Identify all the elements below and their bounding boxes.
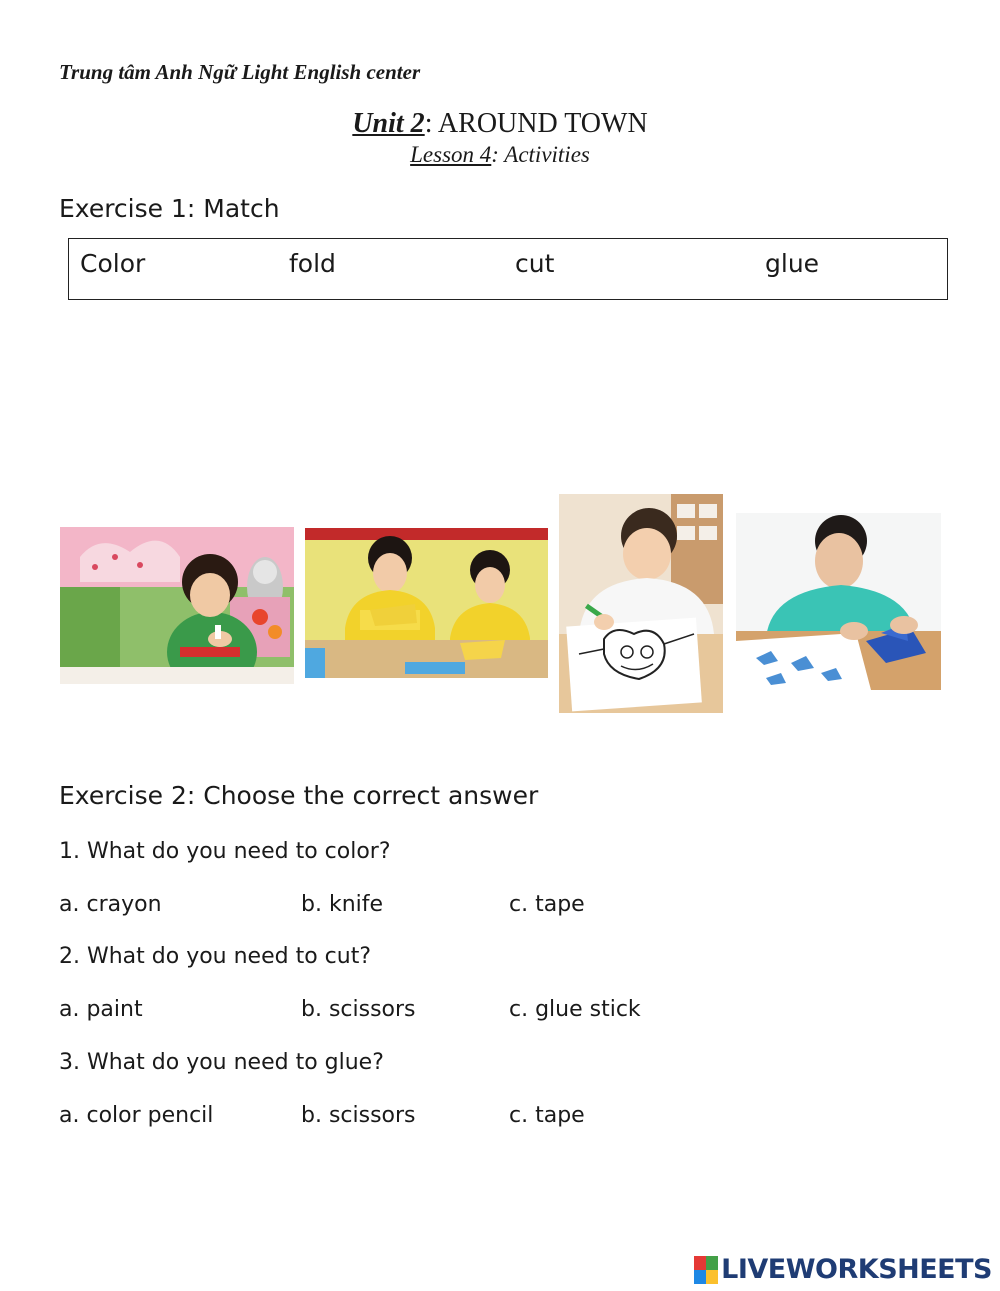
center-name: Trung tâm Anh Ngữ Light English center bbox=[59, 60, 421, 84]
logo-square bbox=[694, 1256, 706, 1270]
question-1: 1. What do you need to color? bbox=[59, 839, 391, 864]
liveworksheets-logo[interactable] bbox=[694, 1254, 992, 1285]
option-a[interactable]: a. paint bbox=[59, 997, 143, 1022]
lesson-name: : Activities bbox=[491, 142, 590, 167]
option-c[interactable]: c. tape bbox=[509, 1103, 585, 1128]
title-block bbox=[0, 108, 1000, 170]
unit-label: Unit 2 bbox=[352, 108, 425, 139]
word-item: Color bbox=[80, 249, 146, 278]
options-row-1 bbox=[0, 892, 1000, 922]
logo-mark-icon bbox=[694, 1256, 718, 1284]
girl-gluing-photo bbox=[60, 527, 294, 684]
logo-square bbox=[706, 1270, 718, 1284]
girls-cutting-photo bbox=[305, 528, 548, 678]
word-item: glue bbox=[765, 249, 820, 278]
boy-folding-photo bbox=[736, 513, 941, 690]
lesson-label: Lesson 4 bbox=[410, 142, 492, 167]
option-a[interactable]: a. color pencil bbox=[59, 1103, 214, 1128]
unit-name: : AROUND TOWN bbox=[424, 108, 648, 139]
logo-text: LIVEWORKSHEETS bbox=[721, 1254, 992, 1285]
option-b[interactable]: b. scissors bbox=[301, 997, 416, 1022]
option-b[interactable]: b. scissors bbox=[301, 1103, 416, 1128]
option-c[interactable]: c. tape bbox=[509, 892, 585, 917]
option-b[interactable]: b. knife bbox=[301, 892, 384, 917]
word-item: fold bbox=[289, 249, 336, 278]
exercise2-title: Exercise 2: Choose the correct answer bbox=[59, 781, 539, 810]
logo-square bbox=[706, 1256, 718, 1270]
question-3: 3. What do you need to glue? bbox=[59, 1050, 384, 1075]
exercise1-title: Exercise 1: Match bbox=[59, 194, 280, 223]
logo-square bbox=[694, 1270, 706, 1284]
unit-title bbox=[0, 108, 1000, 140]
option-a[interactable]: a. crayon bbox=[59, 892, 162, 917]
question-2: 2. What do you need to cut? bbox=[59, 944, 372, 969]
boy-coloring-photo bbox=[559, 494, 723, 713]
options-row-3 bbox=[0, 1103, 1000, 1133]
word-item: cut bbox=[515, 249, 555, 278]
options-row-2 bbox=[0, 997, 1000, 1027]
word-bank bbox=[68, 238, 948, 300]
option-c[interactable]: c. glue stick bbox=[509, 997, 641, 1022]
lesson-title bbox=[0, 140, 1000, 170]
